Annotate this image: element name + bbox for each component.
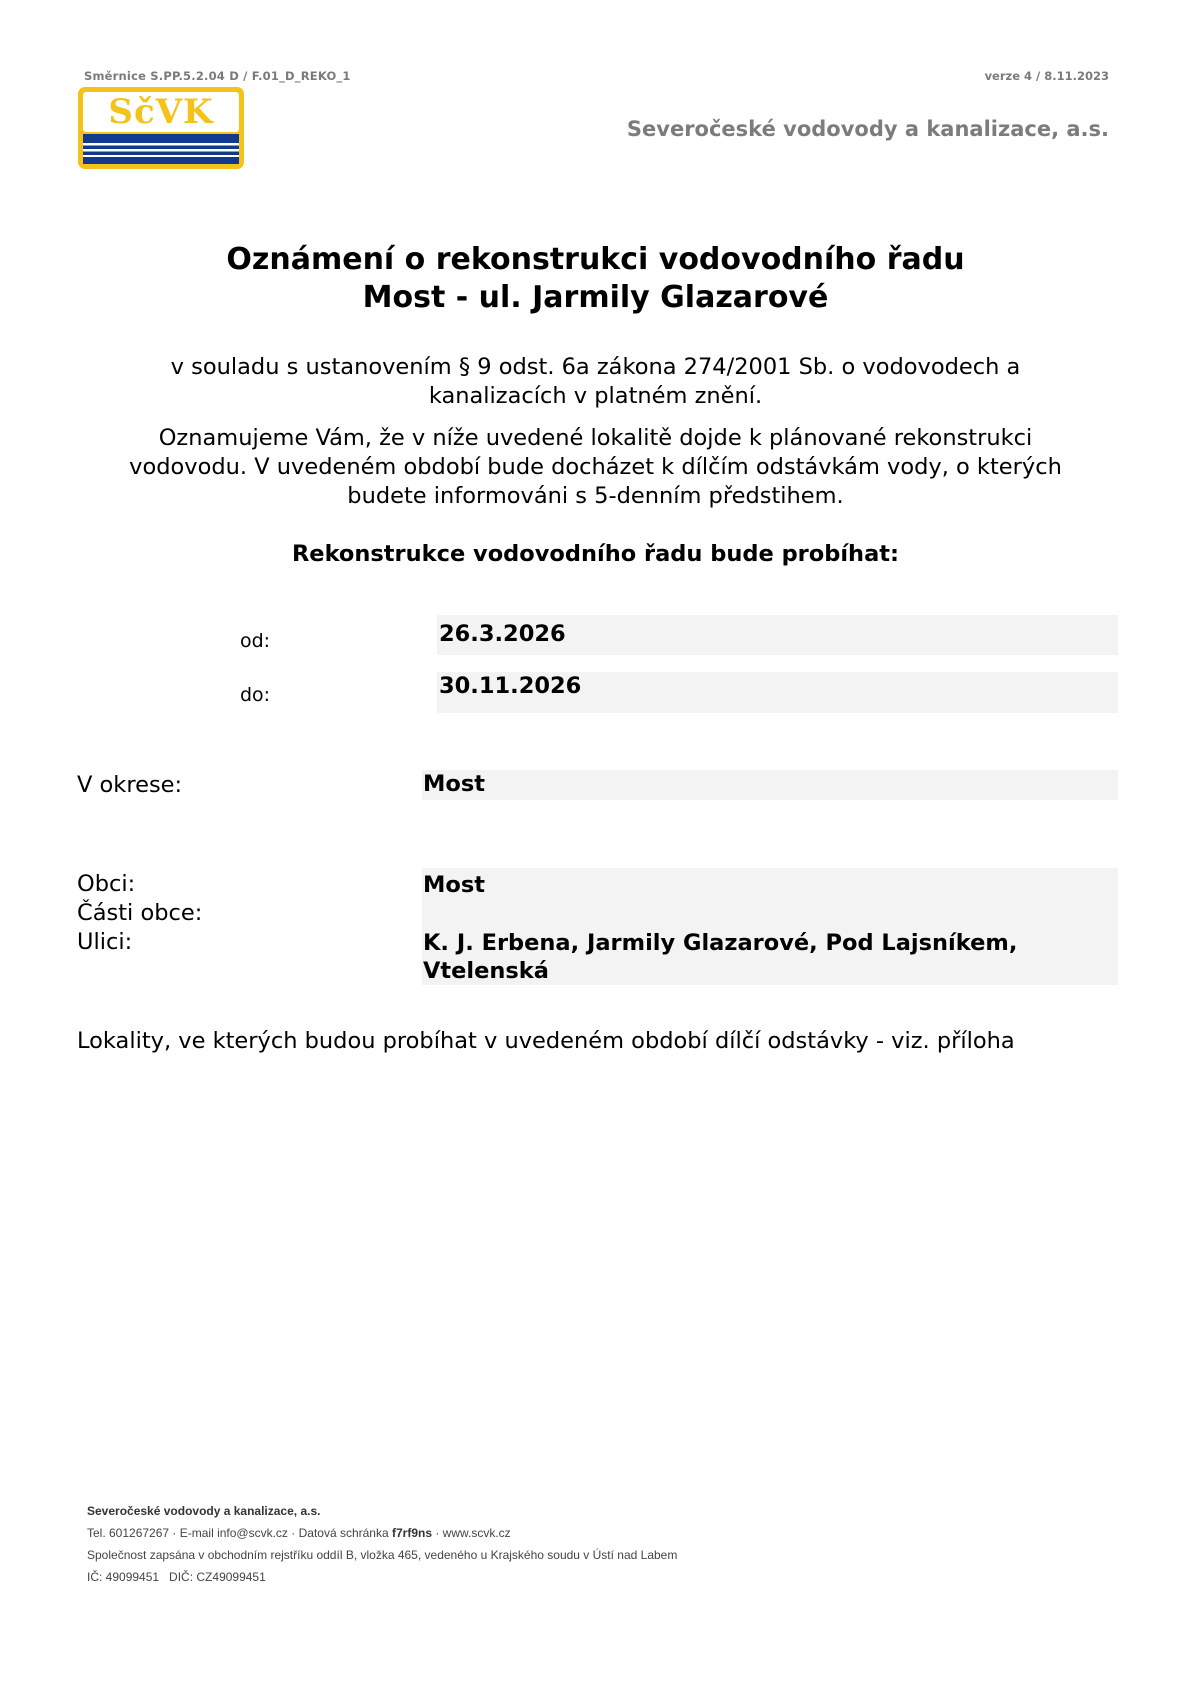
notice-line-1: Oznamujeme Vám, že v níže uvedené lokalitě dojde k plánované rekonstrukci [158,425,1033,451]
to-date: 30.11.2026 [439,673,582,699]
footer-contact-prefix: Tel. 601267267 · E-mail info@scvk.cz · Datová schránka [87,1526,392,1540]
footer-data-box-id: f7rf9ns [391,1526,432,1540]
notice-line-3: budete informováni s 5-denním předstihem. [347,483,844,509]
scvk-logo [77,86,245,170]
legal-basis-line-2: kanalizacích v platném znění. [428,383,763,409]
from-label: od: [240,630,271,652]
footer-website: · www.scvk.cz [432,1526,511,1540]
legal-basis-text [80,353,1111,411]
streets-value-line-1: K. J. Erbena, Jarmily Glazarové, Pod Lajsníkem, [423,930,1018,956]
footer-registry: Společnost zapsána v obchodním rejstříku oddíl B, vložka 465, vedeného u Krajského soudu v Ústí nad Labem [87,1548,678,1562]
to-field [437,672,1118,713]
municipality-parts-label: Části obce: [77,900,203,926]
schedule-heading: Rekonstrukce vodovodního řadu bude probíhat: [291,541,900,567]
notice-text [80,424,1111,511]
streets-value-line-2: Vtelenská [423,958,549,984]
from-date: 26.3.2026 [439,621,566,647]
municipality-label: Obci: [77,871,136,897]
district-field [422,770,1118,800]
svg-text:SčVK: SčVK [108,92,214,132]
location-field [422,868,1118,985]
footer-contact [87,1526,511,1540]
document-reference: Směrnice S.PP.5.2.04 D / F.01_D_REKO_1 [84,69,351,83]
legal-basis-line-1: v souladu s ustanovením § 9 odst. 6a zákona 274/2001 Sb. o vodovodech a [170,354,1021,380]
page-subtitle: Most - ul. Jarmily Glazarové [362,280,829,315]
footer-ids: IČ: 49099451 DIČ: CZ49099451 [87,1570,266,1584]
scvk-logo-icon [77,86,245,170]
from-field [437,615,1118,655]
document-version: verze 4 / 8.11.2023 [984,69,1109,83]
to-label: do: [240,684,271,706]
streets-label: Ulici: [77,929,133,955]
district-value: Most [423,771,485,797]
page-title: Oznámení o rekonstrukci vodovodního řadu [226,242,965,277]
company-name: Severočeské vodovody a kanalizace, a.s. [626,117,1109,141]
notice-line-2: vodovodu. V uvedeném období bude docházet k dílčím odstávkám vody, o kterých [129,454,1062,480]
district-label: V okrese: [77,772,183,798]
footer-company: Severočeské vodovody a kanalizace, a.s. [87,1504,321,1518]
municipality-value: Most [423,872,485,898]
attachment-note: Lokality, ve kterých budou probíhat v uvedeném období dílčí odstávky - viz. příloha [77,1028,1015,1054]
